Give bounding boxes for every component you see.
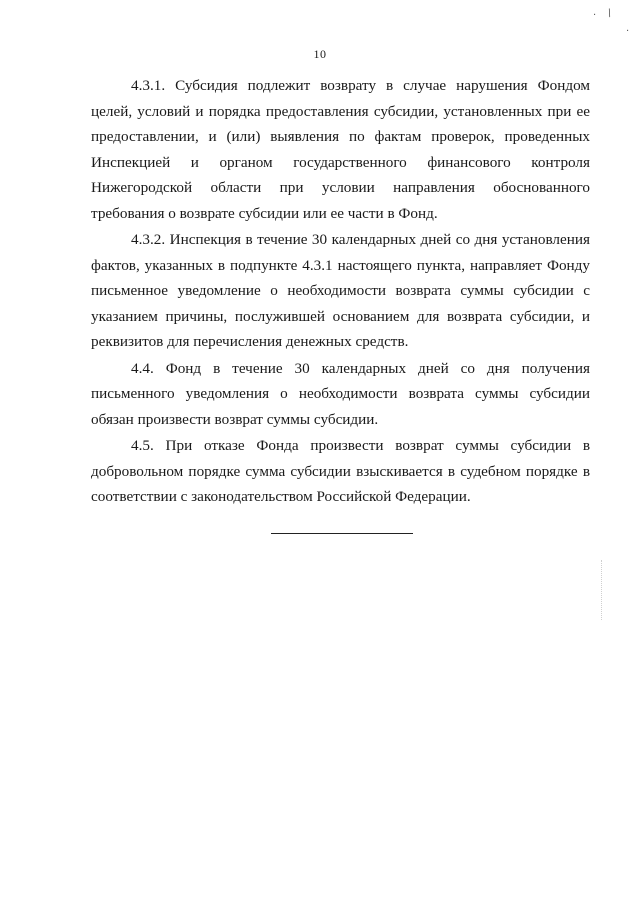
scan-speck: · <box>593 10 597 21</box>
paragraph-4-3-1: 4.3.1. Субсидия подлежит возврату в случае нарушения Фондом целей, условий и порядка предоставления субсидии, установленных при ее предоставлении, и (или) выявления по фактам проверок, проведенных Инспекцией и органом государственного финансового контроля Нижегородской области при условии направления обоснованного требования о возврате субсидии или ее части в Фонд. <box>91 77 590 222</box>
paragraph-4-3-2: 4.3.2. Инспекция в течение 30 календарных дней со дня установления фактов, указанных в подпункте 4.3.1 настоящего пункта, направляет Фонду письменное уведомление о необходимости возврата суммы субсидии с указанием причины, послужившей основанием для возврата субсидии, и реквизитов для перечисления денежных средств. <box>91 231 590 350</box>
scan-edge-artifact <box>599 560 602 620</box>
scan-speck: / <box>606 7 614 20</box>
end-divider-line <box>271 533 413 534</box>
document-body <box>91 73 590 510</box>
paragraph-4-4: 4.4. Фонд в течение 30 календарных дней со дня получения письменного уведомления о необходимости возврата суммы субсидии обязан произвести возврат суммы субсидии. <box>91 359 590 428</box>
paragraph-4-5: 4.5. При отказе Фонда произвести возврат суммы субсидии в добровольном порядке сумма субсидии взыскивается в судебном порядке в соответствии с законодательством Российской Федерации. <box>91 437 590 505</box>
page-number: 10 <box>313 47 327 61</box>
scan-speck: · <box>626 26 630 37</box>
